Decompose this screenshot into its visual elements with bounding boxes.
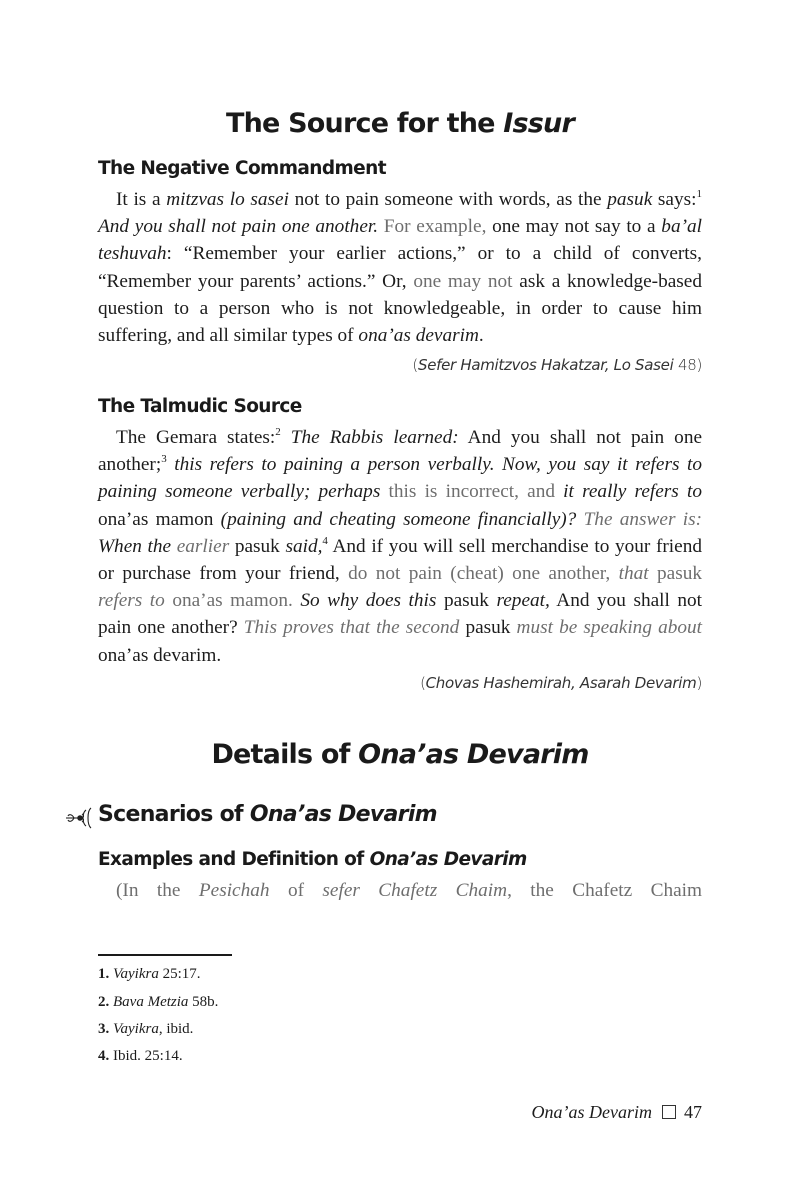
- footnote-ref: 4: [322, 534, 328, 547]
- text-run: do not pain (cheat) one another,: [348, 563, 619, 585]
- paragraph-examples-start: [98, 877, 702, 904]
- text-run: mitzvas lo sasei: [166, 189, 289, 210]
- page-footer: [532, 1102, 702, 1123]
- fn-num: 4.: [98, 1048, 110, 1064]
- fn-num: 1.: [98, 966, 110, 982]
- title-italic: Issur: [503, 108, 574, 139]
- text-run: (paining and cheating someone financially)?: [220, 508, 577, 530]
- text-run: And if you will sell merchandise to your friend or purchase from your friend,: [98, 535, 702, 585]
- text-run: The answer is:: [576, 508, 702, 530]
- text-run: Pesichah: [198, 880, 270, 901]
- text-run: earlier: [176, 535, 230, 557]
- text-run: For example,: [378, 216, 487, 238]
- text-run: (In the: [116, 880, 199, 901]
- title-italic: Ona’as Devarim: [358, 739, 589, 770]
- text-run: ona’as mamon.: [164, 590, 293, 612]
- text-run: ask a knowledge-based question to a person who is not knowledgeable, in order to cause him suffering, and all similar types of: [98, 270, 702, 347]
- text-run: The Rabbis learned:: [280, 427, 459, 448]
- fn-num: 2.: [98, 994, 110, 1010]
- page-number: 47: [684, 1102, 702, 1122]
- heading-examples-definition: [98, 849, 527, 870]
- footnote-2: [98, 994, 218, 1011]
- text-run: that: [618, 563, 649, 585]
- text-run: This proves that the second: [243, 617, 460, 639]
- text-run: repeat,: [496, 590, 550, 612]
- text-run: pasuk: [648, 563, 702, 585]
- text-run: pasuk: [607, 189, 653, 210]
- text-run: : “Remember your earlier actions,” or to a child of converts, “Remember your parents’ actions.” Or,: [98, 243, 702, 292]
- footnote-4: [98, 1048, 183, 1065]
- text-run: And you shall not pain one another?: [98, 590, 703, 639]
- fleuron-ornament-icon: [62, 806, 94, 830]
- text-run: of: [269, 880, 323, 901]
- paren: (: [420, 674, 426, 692]
- footnote-rule: [98, 954, 232, 956]
- text-run: one may not: [413, 270, 513, 292]
- footnote-3: [98, 1021, 193, 1038]
- text-run: this refers to paining a person verbally. Now, you say it refers to paining someone verbally; perhaps: [98, 454, 702, 503]
- text-run: And you shall not pain one another.: [98, 216, 379, 238]
- paren: (: [412, 356, 418, 374]
- fn-num: 3.: [98, 1021, 110, 1037]
- text-run: said,: [285, 535, 323, 557]
- text-run: says:: [652, 189, 697, 210]
- text-run: ba’al teshuvah: [98, 216, 702, 265]
- text-run: sefer Chafetz Chaim: [322, 880, 508, 901]
- text-run: It is a: [116, 189, 167, 210]
- citation-rest: 48): [673, 356, 702, 374]
- text-run: And you shall not pain one another;: [98, 427, 703, 476]
- text-run: ona’as devarim.: [98, 644, 222, 666]
- heading-italic: Ona’as Devarim: [249, 802, 437, 827]
- fn-rest: , ibid.: [158, 1021, 194, 1037]
- footnote-ref: 1: [696, 188, 702, 200]
- section-title-details: [98, 739, 702, 770]
- footnote-1: [98, 966, 201, 983]
- fn-rest: 25:17.: [158, 966, 201, 982]
- text-run: it really refers to: [554, 481, 702, 503]
- text-run: The Gemara states:: [116, 427, 276, 448]
- text-run: refers to: [98, 590, 165, 612]
- text-run: pasuk: [436, 590, 497, 612]
- source-citation-2: [420, 674, 702, 692]
- running-head: Ona’as Devarim: [531, 1102, 652, 1122]
- heading-talmudic-source: The Talmudic Source: [98, 396, 302, 417]
- square-separator-icon: [662, 1105, 676, 1119]
- fn-title: Vayikra: [113, 1021, 159, 1037]
- heading-plain: Scenarios of: [98, 802, 250, 827]
- text-run: not to pain someone with words, as the: [288, 189, 608, 210]
- citation-title: Sefer Hamitzvos Hakatzar, Lo Sasei: [417, 356, 674, 374]
- heading-plain: Examples and Definition of: [98, 849, 370, 870]
- citation-rest: ): [696, 674, 702, 692]
- fn-rest: Ibid. 25:14.: [113, 1048, 183, 1064]
- title-plain: Details of: [211, 739, 359, 770]
- text-run: must be speaking about: [516, 617, 703, 639]
- text-run: pasuk: [229, 535, 286, 557]
- source-citation-1: [412, 356, 702, 374]
- text-run: one may not say to a: [486, 216, 662, 238]
- fn-rest: 58b.: [188, 994, 219, 1010]
- text-run: So why does this: [292, 590, 437, 612]
- text-run: .: [478, 325, 484, 347]
- text-run: ona’as devarim: [358, 325, 479, 347]
- text-run: this is incorrect, and: [388, 481, 555, 503]
- footnote-ref: 3: [161, 453, 167, 466]
- text-run: When the: [98, 535, 177, 557]
- fn-title: Vayikra: [113, 966, 159, 982]
- paragraph-negative-commandment: [98, 186, 702, 349]
- title-plain: The Source for the: [226, 108, 504, 139]
- text-run: pasuk: [459, 617, 517, 639]
- heading-negative-commandment: The Negative Commandment: [98, 158, 386, 179]
- section-title-source: [98, 108, 702, 139]
- paragraph-talmudic-source: [98, 424, 702, 669]
- heading-scenarios: [98, 802, 437, 827]
- text-run: , the Chafetz Chaim: [507, 880, 703, 901]
- fn-title: Bava Metzia: [113, 994, 189, 1010]
- citation-title: Chovas Hashemirah, Asarah Devarim: [425, 674, 697, 692]
- footnote-ref: 2: [275, 426, 281, 438]
- heading-italic: Ona’as Devarim: [369, 849, 527, 870]
- text-run: ona’as mamon: [98, 508, 221, 530]
